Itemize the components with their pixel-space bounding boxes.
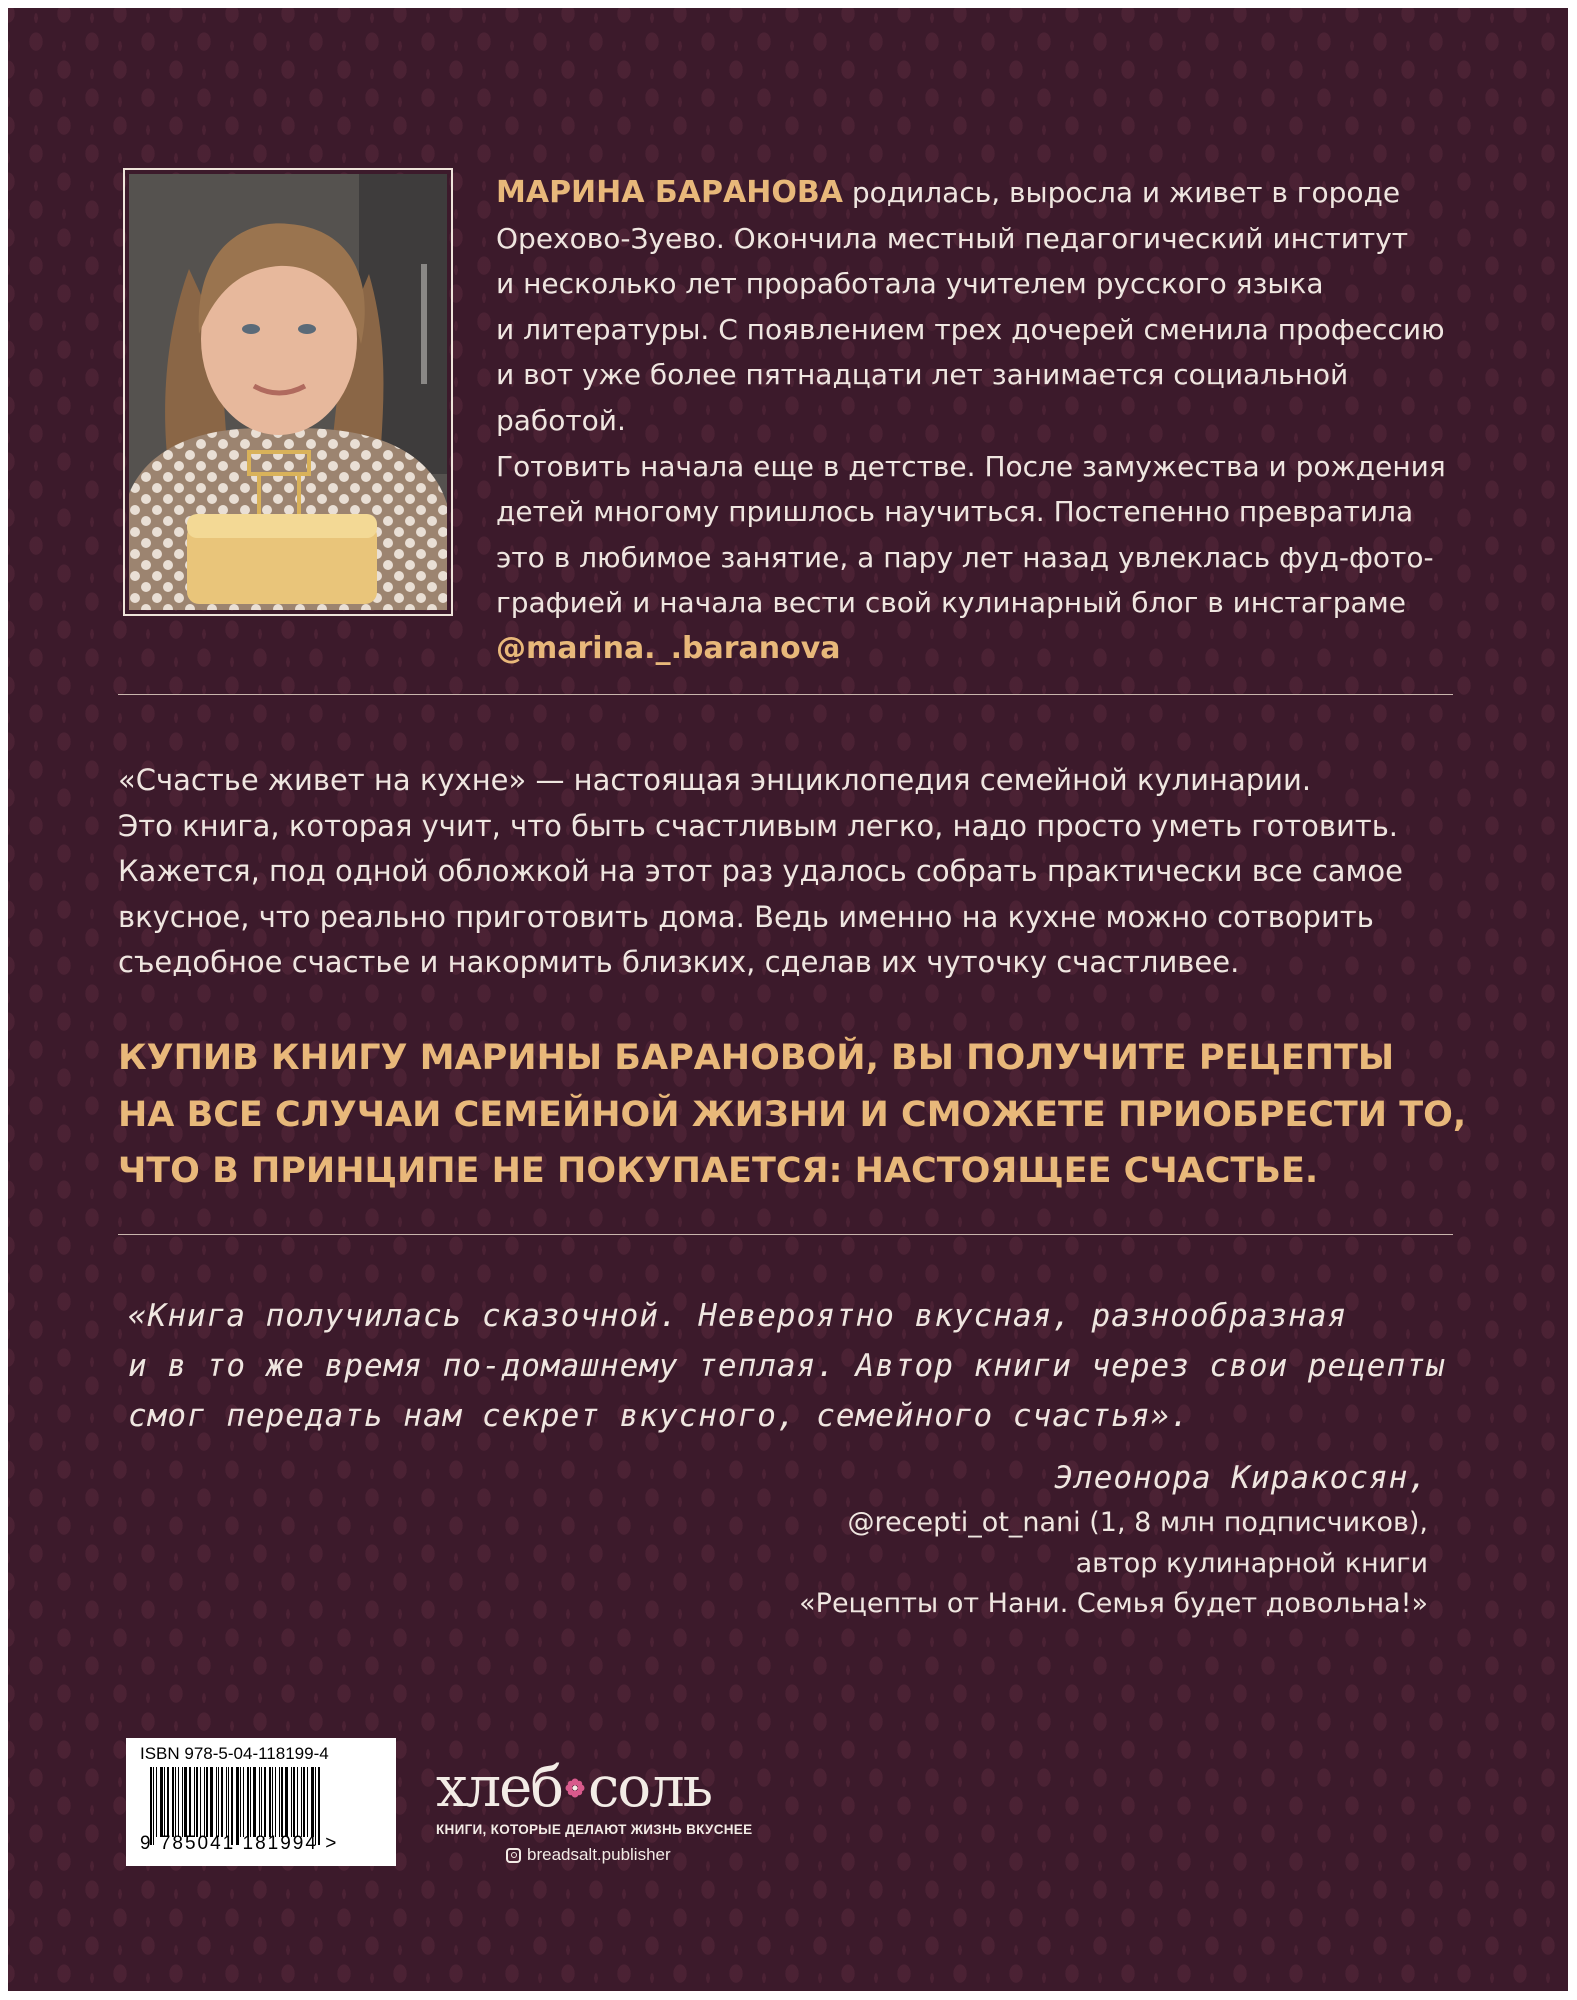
barcode-bar	[221, 1767, 223, 1837]
barcode-bars	[140, 1767, 386, 1837]
testimonial-attribution	[628, 1453, 1428, 1625]
barcode-bar	[253, 1767, 256, 1837]
barcode-digits: 9 785041 181994 >	[140, 1833, 339, 1854]
divider-top	[118, 694, 1453, 695]
barcode-bar	[164, 1767, 165, 1837]
barcode-bar	[311, 1767, 314, 1837]
barcode-bar	[285, 1767, 288, 1837]
barcode-bar	[293, 1767, 295, 1837]
promo-line: НА ВСЕ СЛУЧАИ СЕМЕЙНОЙ ЖИЗНИ И СМОЖЕТЕ ПРИОБРЕСТИ ТО,	[118, 1094, 1467, 1135]
instagram-icon	[506, 1848, 521, 1863]
divider-bottom	[118, 1234, 1453, 1235]
barcode-bar	[172, 1767, 174, 1837]
barcode-bar	[160, 1767, 163, 1837]
barcode-bar	[175, 1767, 176, 1837]
author-bio	[496, 170, 1486, 672]
bio-line: это в любимое занятие, а пару лет назад увлеклась фуд-фото-	[496, 540, 1434, 574]
barcode-bar	[247, 1767, 249, 1837]
barcode-bar	[250, 1767, 251, 1837]
testimonial-quote	[128, 1291, 1458, 1441]
barcode-bar	[210, 1767, 213, 1837]
barcode-bar	[194, 1767, 195, 1837]
barcode-bar	[264, 1767, 266, 1837]
barcode-bar	[281, 1767, 283, 1837]
promo-line: ЧТО В ПРИНЦИПЕ НЕ ПОКУПАЕТСЯ: НАСТОЯЩЕЕ СЧАСТЬЕ.	[118, 1151, 1319, 1191]
barcode-bar	[184, 1767, 187, 1837]
description-line: «Счастье живет на кухне» — настоящая энциклопедия семейной кулинарии.	[118, 763, 1312, 797]
quote-line: смог передать нам секрет вкусного, семейного счастья».	[128, 1398, 1190, 1434]
book-description	[118, 758, 1478, 986]
bio-line: МАРИНА БАРАНОВА родилась, выросла и живет в городе	[496, 175, 1401, 210]
bio-line: и несколько лет проработала учителем русского языка	[496, 267, 1324, 301]
bio-line: Орехово-Зуево. Окончила местный педагогический институт	[496, 221, 1409, 255]
quote-line: и в то же время по-домашнему теплая. Автор книги через свои рецепты	[128, 1348, 1446, 1384]
author-photo-illustration	[129, 174, 447, 610]
promo-text	[118, 1030, 1478, 1200]
quote-author-handle: @recepti_ot_nani (1, 8 млн подписчиков),	[847, 1507, 1428, 1538]
barcode-bar	[259, 1767, 260, 1837]
book-back-cover	[8, 8, 1568, 1991]
publisher-instagram: breadsalt.publisher	[506, 1845, 766, 1865]
barcode-bar	[240, 1767, 241, 1837]
barcode-bar	[189, 1767, 191, 1837]
author-photo	[129, 174, 447, 610]
publisher-tagline: КНИГИ, КОТОРЫЕ ДЕЛАЮТ ЖИЗНЬ ВКУСНЕЕ	[436, 1822, 753, 1837]
barcode-bar	[218, 1767, 219, 1837]
quote-author-role: автор кулинарной книги	[1075, 1547, 1428, 1579]
barcode-bar	[303, 1767, 305, 1837]
barcode-bar	[178, 1767, 179, 1837]
barcode-bar	[297, 1767, 298, 1837]
quote-line: «Книга получилась сказочной. Невероятно вкусная, разнообразная	[128, 1298, 1348, 1334]
flower-icon	[565, 1778, 585, 1798]
barcode-bar	[167, 1767, 169, 1837]
barcode-bar	[200, 1767, 201, 1837]
bio-line: детей многому пришлось научиться. Постепенно превратила	[496, 495, 1414, 529]
quote-author-name: Элеонора Киракосян,	[1054, 1460, 1428, 1496]
bio-line: и вот уже более пятнадцати лет занимается социальной работой.	[496, 358, 1349, 437]
isbn-number: ISBN 978-5-04-118199-4	[140, 1744, 329, 1763]
barcode-bar	[196, 1767, 198, 1837]
quote-author-book: «Рецепты от Нани. Семья будет довольна!»	[799, 1588, 1428, 1619]
barcode-bar	[216, 1767, 217, 1837]
publisher-wordmark: хлеб соль	[436, 1755, 712, 1820]
barcode-bar	[269, 1767, 271, 1837]
publisher-logo	[436, 1756, 766, 1865]
barcode-bar	[206, 1767, 208, 1837]
barcode-bar	[275, 1767, 276, 1837]
bio-line: и литературы. С появлением трех дочерей сменила профессию	[496, 312, 1445, 346]
author-instagram-handle: @marina._.baranova	[496, 630, 841, 666]
barcode-bar	[228, 1767, 229, 1837]
barcode-bar	[182, 1767, 183, 1837]
bio-line: Готовить начала еще в детстве. После замужества и рождения	[496, 449, 1446, 483]
barcode-bar	[156, 1767, 157, 1837]
barcode-bar	[307, 1767, 308, 1837]
barcode-bar	[272, 1767, 273, 1837]
isbn-barcode	[126, 1738, 396, 1866]
barcode-bar	[279, 1767, 280, 1837]
promo-line: КУПИВ КНИГУ МАРИНЫ БАРАНОВОЙ, ВЫ ПОЛУЧИТЕ РЕЦЕПТЫ	[118, 1038, 1395, 1078]
description-line: Это книга, которая учит, что быть счастливым легко, надо просто уметь готовить.	[118, 808, 1399, 843]
barcode-bar	[204, 1767, 205, 1837]
barcode-bar	[243, 1767, 244, 1837]
description-line: Кажется, под одной обложкой на этот раз удалось собрать практически все самое	[118, 854, 1404, 889]
description-line: съедобное счастье и накормить близких, сделав их чуточку счастливее.	[118, 945, 1240, 980]
barcode-bar	[291, 1767, 292, 1837]
author-photo-frame	[123, 168, 453, 616]
barcode-bar	[301, 1767, 302, 1837]
author-name: МАРИНА БАРАНОВА	[496, 175, 843, 210]
barcode-bar	[261, 1767, 262, 1837]
description-line: вкусное, что реально приготовить дома. Ведь именно на кухне можно сотворить	[118, 899, 1374, 934]
barcode-bar	[226, 1767, 227, 1837]
bio-line: графией и начала вести свой кулинарный блог в инстаграме	[496, 586, 1406, 620]
